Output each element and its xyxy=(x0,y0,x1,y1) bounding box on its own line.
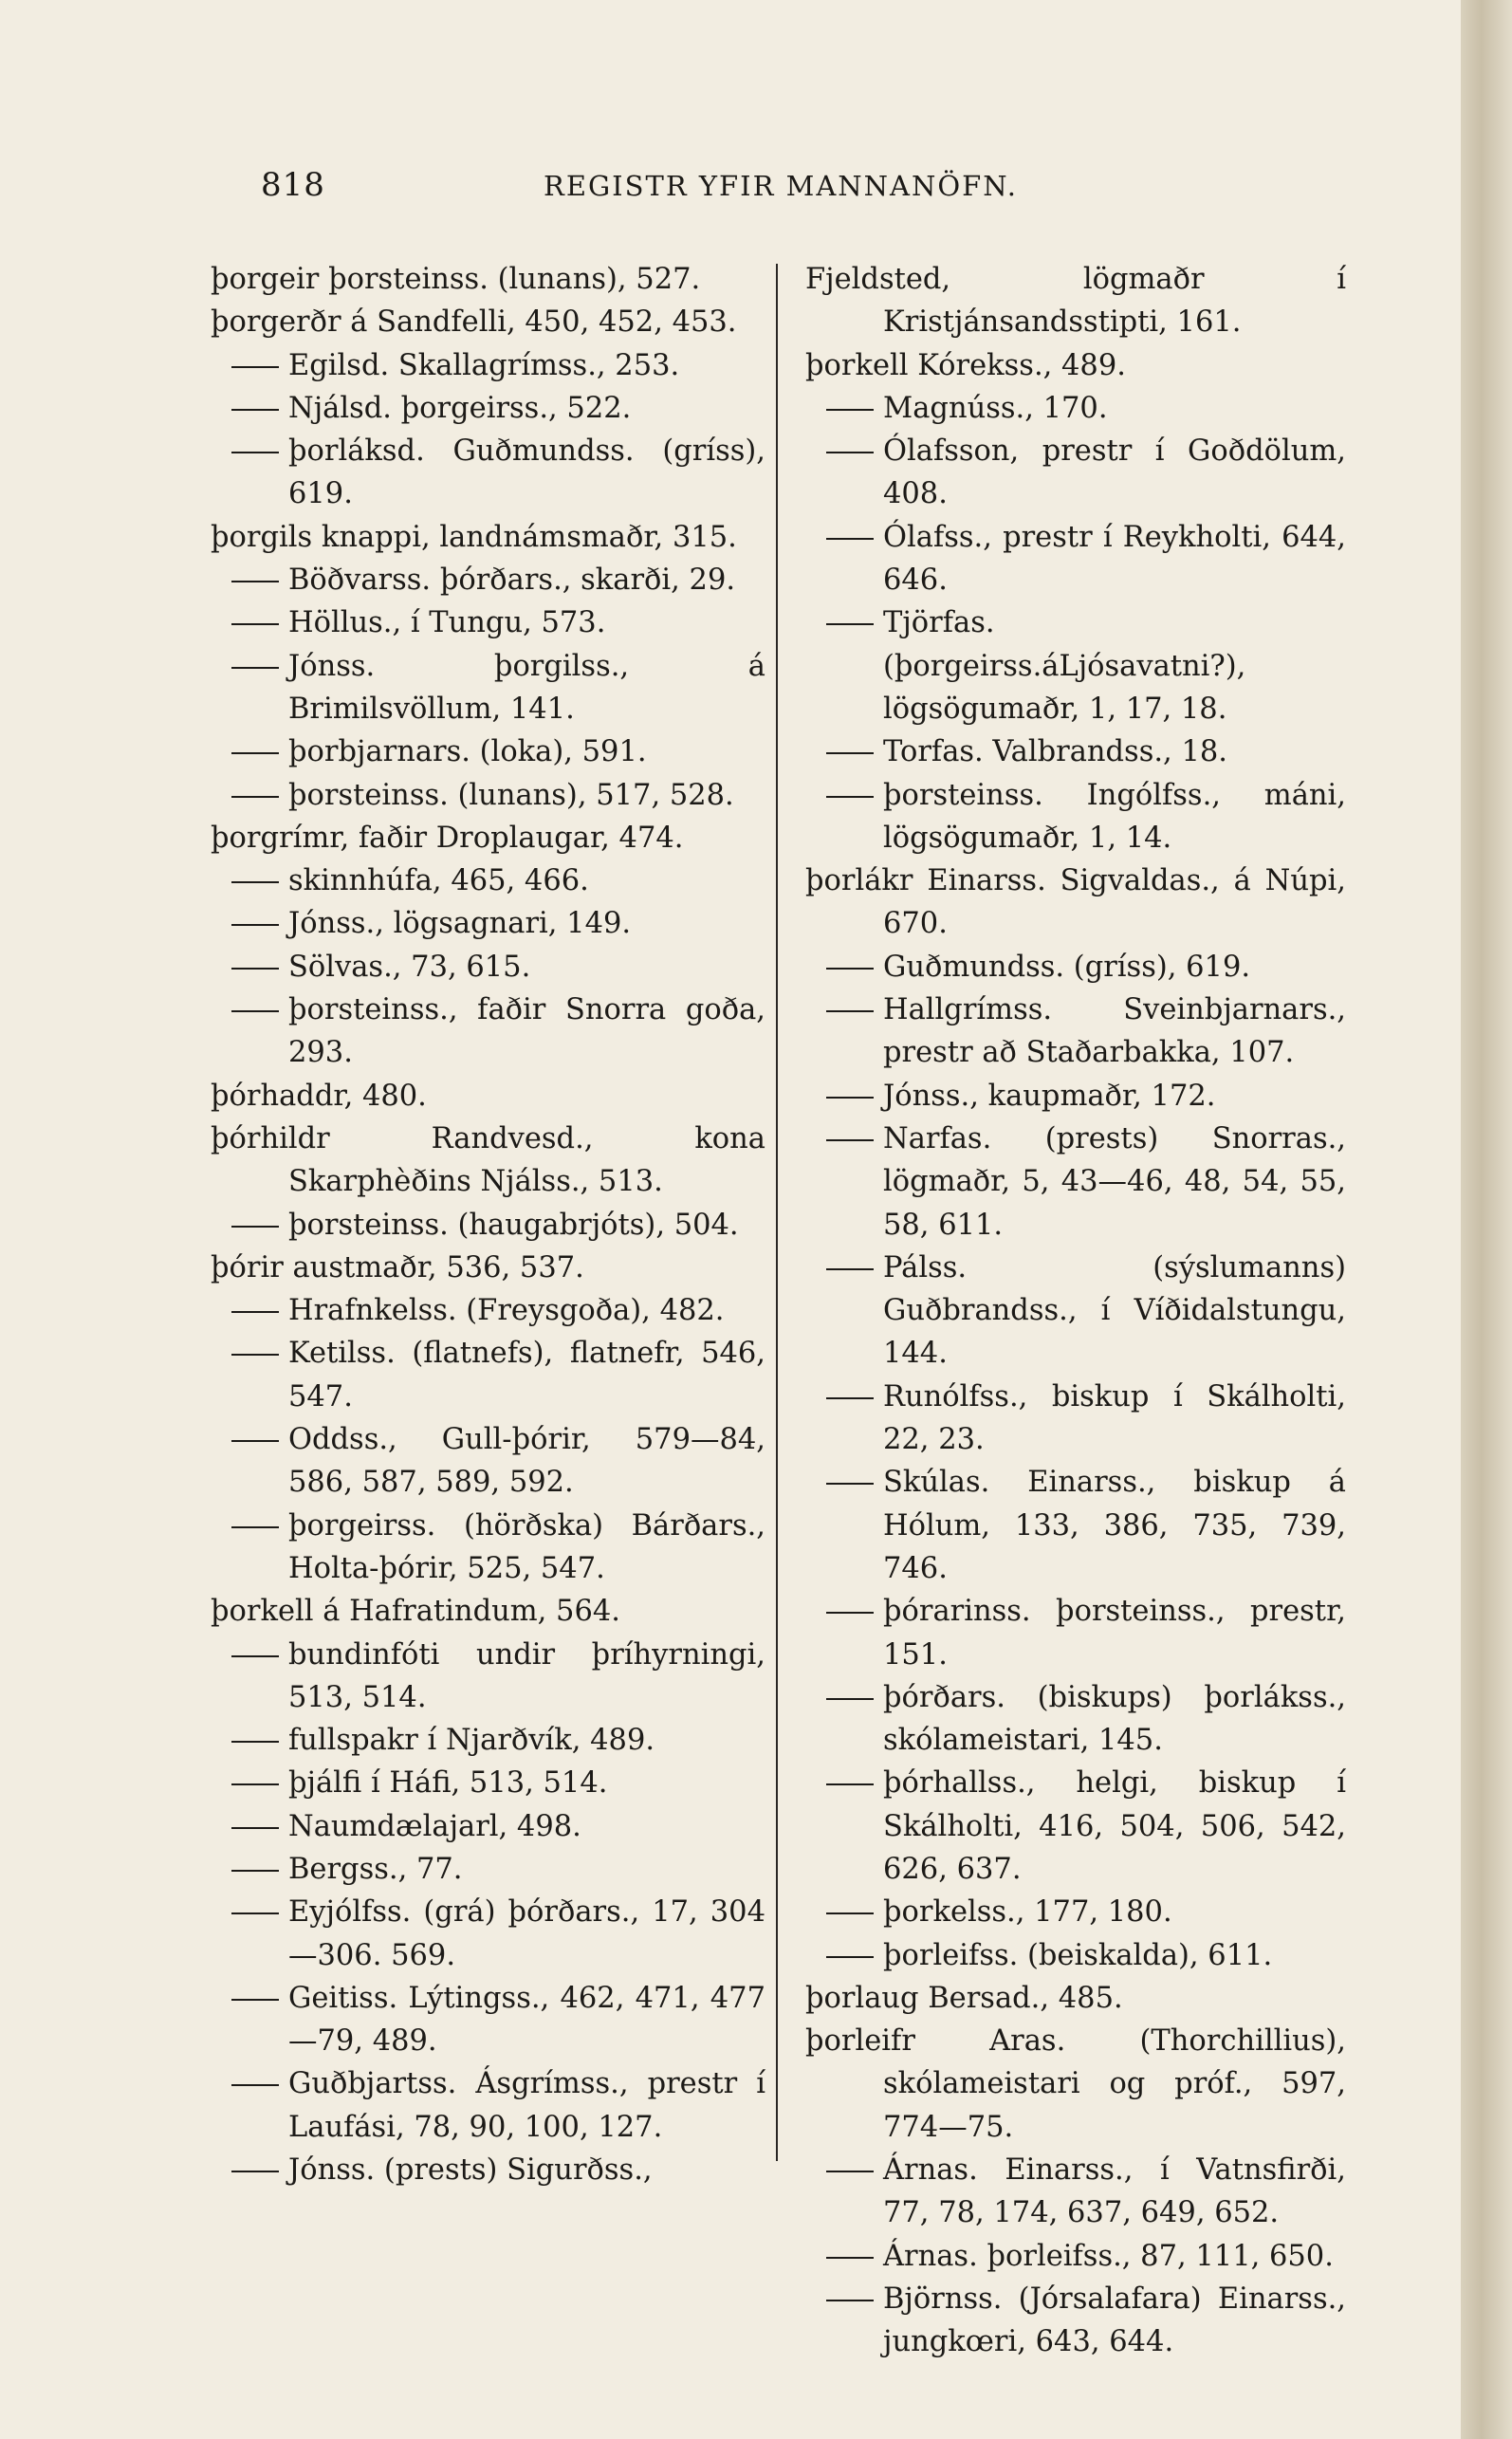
entry-text: þorkell á Hafratindum, 564. xyxy=(211,1595,620,1629)
entry-text: þórarinss. þorsteinss., prestr, 151. xyxy=(883,1595,1346,1672)
entry-text: Jónss. (prests) Sigurðss., xyxy=(288,2153,653,2188)
index-entry xyxy=(211,516,765,559)
ditto-dash xyxy=(231,1354,279,1356)
entry-text: fullspakr í Njarðvík, 489. xyxy=(288,1724,655,1758)
ditto-dash xyxy=(826,1483,874,1485)
index-entry xyxy=(211,1805,765,1848)
entry-text: þorgeirss. (hörðska) Bárðars., Holta-þórir, 525, 547. xyxy=(288,1508,765,1585)
ditto-dash xyxy=(826,968,874,970)
index-entry xyxy=(805,730,1346,773)
index-entry xyxy=(805,2278,1346,2364)
index-entry xyxy=(211,1332,765,1418)
entry-text: þórhaddr, 480. xyxy=(211,1079,427,1113)
ditto-dash xyxy=(826,538,874,540)
entry-text: þorláksd. Guðmundss. (gríss), 619. xyxy=(288,434,765,511)
index-entry xyxy=(805,1891,1346,1933)
entry-text: bundinfóti undir þríhyrningi, 513, 514. xyxy=(288,1637,765,1714)
page-edge xyxy=(1461,0,1512,2439)
ditto-dash xyxy=(231,667,279,669)
index-entry xyxy=(805,1376,1346,1462)
ditto-dash xyxy=(826,623,874,625)
entry-text: þorgils knappi, landnámsmaðr, 315. xyxy=(211,520,737,554)
index-entry xyxy=(805,430,1346,516)
ditto-dash xyxy=(231,1783,279,1785)
index-entry xyxy=(211,989,765,1075)
entry-text: Naumdælajarl, 498. xyxy=(288,1809,581,1843)
entry-text: þjálfi í Háfi, 513, 514. xyxy=(288,1766,608,1801)
ditto-dash xyxy=(826,796,874,798)
index-entry xyxy=(805,516,1346,602)
ditto-dash xyxy=(231,2084,279,2086)
index-entry xyxy=(211,859,765,902)
ditto-dash xyxy=(826,2171,874,2172)
index-entry xyxy=(211,946,765,989)
ditto-dash xyxy=(826,1097,874,1099)
index-entry xyxy=(805,989,1346,1075)
entry-text: Ólafsson, prestr í Goðdölum, 408. xyxy=(883,434,1346,511)
right-column xyxy=(805,258,1346,2364)
ditto-dash xyxy=(826,1956,874,1958)
index-entry xyxy=(211,1590,765,1633)
ditto-dash xyxy=(826,752,874,754)
entry-text: þorkelss., 177, 180. xyxy=(883,1895,1172,1930)
index-entry xyxy=(211,1247,765,1289)
ditto-dash xyxy=(231,581,279,582)
entry-text: Hallgrímss. Sveinbjarnars., prestr að Staðarbakka, 107. xyxy=(883,993,1346,1070)
index-entry xyxy=(805,1075,1346,1118)
ditto-dash xyxy=(231,366,279,368)
entry-text: Björnss. (Jórsalafara) Einarss., jungkœri, 643, 644. xyxy=(883,2282,1346,2359)
index-entry xyxy=(805,1118,1346,1247)
entry-text: Skúlas. Einarss., biskup á Hólum, 133, 386, 735, 739, 746. xyxy=(883,1466,1346,1585)
index-entry xyxy=(211,1848,765,1891)
ditto-dash xyxy=(826,1397,874,1399)
index-entry xyxy=(211,1719,765,1762)
ditto-dash xyxy=(231,1870,279,1872)
entry-text: Hrafnkelss. (Freysgoða), 482. xyxy=(288,1294,725,1328)
entry-text: Guðmundss. (gríss), 619. xyxy=(883,950,1251,984)
index-entry xyxy=(805,946,1346,989)
ditto-dash xyxy=(826,1698,874,1700)
entry-text: Sölvas., 73, 615. xyxy=(288,950,531,984)
ditto-dash xyxy=(826,452,874,453)
index-entry xyxy=(805,1762,1346,1891)
index-entry xyxy=(805,387,1346,430)
index-entry xyxy=(211,344,765,387)
ditto-dash xyxy=(231,1999,279,2001)
index-entry xyxy=(211,774,765,817)
index-entry xyxy=(805,344,1346,387)
entry-text: skinnhúfa, 465, 466. xyxy=(288,864,589,898)
index-entry xyxy=(805,1676,1346,1763)
entry-text: þórhallss., helgi, biskup í Skálholti, 416, 504, 506, 542, 626, 637. xyxy=(883,1766,1346,1886)
ditto-dash xyxy=(231,1010,279,1012)
ditto-dash xyxy=(231,1311,279,1313)
index-entry xyxy=(211,1762,765,1804)
index-entry xyxy=(211,1289,765,1332)
index-entry xyxy=(805,1590,1346,1676)
entry-text: Höllus., í Tungu, 573. xyxy=(288,606,606,640)
running-title: REGISTR YFIR MANNANÖFN. xyxy=(544,170,1019,202)
index-entry xyxy=(805,1461,1346,1590)
entry-text: Bergss., 77. xyxy=(288,1852,463,1886)
index-entry xyxy=(805,2020,1346,2149)
entry-text: þorlákr Einarss. Sigvaldas., á Núpi, 670. xyxy=(805,864,1346,941)
entry-text: þorgeir þorsteinss. (lunans), 527. xyxy=(211,263,701,296)
index-entry xyxy=(211,902,765,945)
entry-text: Njálsd. þorgeirss., 522. xyxy=(288,391,632,425)
entry-text: Ketilss. (flatnefs), flatnefr, 546, 547. xyxy=(288,1337,765,1414)
ditto-dash xyxy=(231,1912,279,1914)
left-column xyxy=(211,258,765,2191)
index-entry xyxy=(211,601,765,644)
index-entry xyxy=(211,258,765,301)
ditto-dash xyxy=(231,1526,279,1528)
index-entry xyxy=(805,1934,1346,1977)
index-entry xyxy=(805,774,1346,860)
index-entry xyxy=(805,1247,1346,1376)
entry-text: þórir austmaðr, 536, 537. xyxy=(211,1250,584,1284)
entry-text: Pálss. (sýslumanns) Guðbrandss., í Víðidalstungu, 144. xyxy=(883,1250,1346,1371)
ditto-dash xyxy=(231,1226,279,1228)
entry-text: þorsteinss. Ingólfss., máni, lögsögumaðr, 1, 14. xyxy=(883,778,1346,855)
entry-text: þorgrímr, faðir Droplaugar, 474. xyxy=(211,821,684,855)
index-entry xyxy=(211,2149,765,2191)
page-header xyxy=(261,166,1020,213)
entry-text: Guðbjartss. Ásgrímss., prestr í Laufási, 78, 90, 100, 127. xyxy=(288,2067,765,2144)
ditto-dash xyxy=(826,1139,874,1141)
ditto-dash xyxy=(231,752,279,754)
ditto-dash xyxy=(826,2300,874,2301)
ditto-dash xyxy=(231,1741,279,1743)
ditto-dash xyxy=(231,409,279,411)
index-entry xyxy=(805,2149,1346,2235)
entry-text: Torfas. Valbrandss., 18. xyxy=(883,735,1227,769)
entry-text: Fjeldsted, lögmaðr í Kristjánsandsstipti, 161. xyxy=(805,263,1346,340)
ditto-dash xyxy=(231,1655,279,1657)
entry-text: Eyjólfss. (grá) þórðars., 17, 304 —306. 569. xyxy=(288,1895,765,1972)
index-entry xyxy=(211,559,765,601)
ditto-dash xyxy=(826,2257,874,2259)
index-entry xyxy=(211,1505,765,1591)
ditto-dash xyxy=(231,452,279,453)
ditto-dash xyxy=(826,1010,874,1012)
index-entry xyxy=(211,1977,765,2063)
ditto-dash xyxy=(231,924,279,926)
entry-text: Oddss., Gull-þórir, 579—84, 586, 587, 589, 592. xyxy=(288,1423,765,1500)
index-entry xyxy=(211,1891,765,1977)
index-entry xyxy=(211,645,765,731)
entry-text: Jónss., lögsagnari, 149. xyxy=(288,907,632,941)
entry-text: Jónss., kaupmaðr, 172. xyxy=(883,1079,1216,1113)
ditto-dash xyxy=(231,623,279,625)
index-entry xyxy=(211,301,765,343)
page-number: 818 xyxy=(261,166,325,204)
entry-text: Árnas. Einarss., í Vatnsfirði, 77, 78, 174, 637, 649, 652. xyxy=(883,2153,1346,2230)
entry-text: þorbjarnars. (loka), 591. xyxy=(288,735,647,769)
ditto-dash xyxy=(231,1440,279,1442)
entry-text: þorsteinss. (lunans), 517, 528. xyxy=(288,778,734,812)
index-entry xyxy=(805,2235,1346,2278)
entry-text: Tjörfas.(þorgeirss.áLjósavatni?), lögsögumaðr, 1, 17, 18. xyxy=(883,606,1246,726)
entry-text: þórhildr Randvesd., kona Skarphèðins Njálss., 513. xyxy=(211,1121,765,1199)
ditto-dash xyxy=(826,1612,874,1614)
column-divider xyxy=(776,264,778,2161)
entry-text: Narfas. (prests) Snorras., lögmaðr, 5, 43—46, 48, 54, 55, 58, 611. xyxy=(883,1121,1346,1242)
ditto-dash xyxy=(826,1912,874,1914)
ditto-dash xyxy=(826,409,874,411)
entry-text: Ólafss., prestr í Reykholti, 644, 646. xyxy=(883,520,1346,598)
index-entry xyxy=(211,817,765,859)
entry-text: Böðvarss. þórðars., skarði, 29. xyxy=(288,564,736,598)
ditto-dash xyxy=(231,881,279,883)
entry-text: þorkell Kórekss., 489. xyxy=(805,348,1126,382)
entry-text: þorleifss. (beiskalda), 611. xyxy=(883,1938,1273,1972)
ditto-dash xyxy=(231,2171,279,2172)
index-entry xyxy=(211,2062,765,2149)
entry-text: Runólfss., biskup í Skálholti, 22, 23. xyxy=(883,1379,1346,1457)
entry-text: Magnúss., 170. xyxy=(883,391,1108,425)
index-entry xyxy=(211,1075,765,1118)
index-entry xyxy=(211,1418,765,1505)
index-entry xyxy=(211,387,765,430)
entry-text: Jónss. þorgilss., á Brimilsvöllum, 141. xyxy=(288,649,765,726)
entry-text: Geitiss. Lýtingss., 462, 471, 477—79, 489. xyxy=(288,1981,765,2059)
index-entry xyxy=(805,258,1346,344)
index-entry xyxy=(805,601,1346,730)
index-entry xyxy=(211,1204,765,1247)
index-entry xyxy=(805,859,1346,946)
ditto-dash xyxy=(231,796,279,798)
entry-text: þorsteinss. (haugabrjóts), 504. xyxy=(288,1208,739,1242)
entry-text: þórðars. (biskups) þorlákss., skólameistari, 145. xyxy=(883,1680,1346,1758)
ditto-dash xyxy=(826,1783,874,1785)
entry-text: þorsteinss., faðir Snorra goða, 293. xyxy=(288,993,765,1070)
entry-text: þorlaug Bersad., 485. xyxy=(805,1981,1123,2015)
index-entry xyxy=(211,1118,765,1204)
entry-text: Egilsd. Skallagrímss., 253. xyxy=(288,348,680,382)
index-entry xyxy=(211,1634,765,1720)
entry-text: Árnas. þorleifss., 87, 111, 650. xyxy=(883,2239,1334,2273)
entry-text: þorgerðr á Sandfelli, 450, 452, 453. xyxy=(211,305,737,340)
ditto-dash xyxy=(231,1827,279,1829)
index-entry xyxy=(211,730,765,773)
ditto-dash xyxy=(231,968,279,970)
ditto-dash xyxy=(826,1268,874,1270)
index-entry xyxy=(805,1977,1346,2020)
index-entry xyxy=(211,430,765,516)
entry-text: þorleifr Aras. (Thorchillius), skólameistari og próf., 597, 774—75. xyxy=(805,2024,1346,2144)
